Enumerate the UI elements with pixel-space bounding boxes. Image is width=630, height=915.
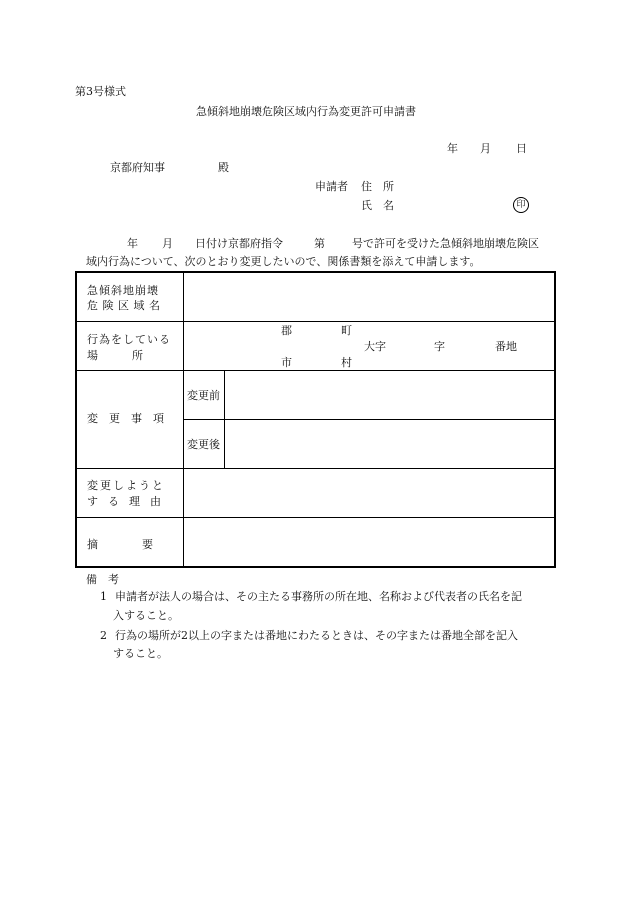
applicant-name-label: 氏 名 <box>361 199 394 212</box>
place-aza: 字 <box>434 340 445 353</box>
body-line1-rest: 号で許可を受けた急傾斜地崩壊危険区 <box>352 237 539 250</box>
body-dated: 日付け京都府指令 <box>195 237 283 250</box>
row-divider <box>183 419 554 420</box>
applicant-address-label: 住 所 <box>361 180 394 193</box>
row-divider <box>77 468 554 469</box>
area-label-1: 急傾斜地崩壊 <box>87 284 159 297</box>
note-1-num: 1 <box>100 590 107 603</box>
body-year: 年 <box>127 237 138 250</box>
reason-label-2: する理由 <box>87 495 171 508</box>
date-day: 日 <box>516 142 527 155</box>
row-divider <box>77 517 554 518</box>
row-divider <box>77 370 554 371</box>
place-mura: 村 <box>341 356 352 369</box>
page-title: 急傾斜地崩壊危険区域内行為変更許可申請書 <box>196 105 416 118</box>
reason-label-1: 変更しようと <box>87 479 165 492</box>
sub-label-divider <box>224 370 225 468</box>
applicant-label: 申請者 <box>315 180 348 193</box>
seal-mark: 印 <box>513 197 529 213</box>
date-year: 年 <box>447 142 458 155</box>
place-machi: 町 <box>341 324 352 337</box>
body-no-prefix: 第 <box>314 237 325 250</box>
note-2-line1: 行為の場所が2以上の字または番地にわたるときは、その字または番地全部を記入 <box>115 629 518 642</box>
before-label: 変更前 <box>187 389 220 402</box>
summary-label: 摘 要 <box>87 538 153 551</box>
area-label-2: 危険区域名 <box>87 299 165 312</box>
date-month: 月 <box>480 142 491 155</box>
row-divider <box>77 321 554 322</box>
notes-heading: 備 考 <box>86 573 119 586</box>
addressee-name: 京都府知事 <box>110 161 165 174</box>
place-oaza: 大字 <box>364 340 386 353</box>
note-2-num: 2 <box>100 629 107 642</box>
body-line2: 域内行為について、次のとおり変更したいので、関係書類を添えて申請します。 <box>86 255 481 268</box>
note-2-line2: すること。 <box>113 647 168 660</box>
place-shi: 市 <box>281 356 292 369</box>
change-label: 変 更 事 項 <box>87 412 164 425</box>
note-1-line2: 入すること。 <box>113 609 179 622</box>
place-banchi: 番地 <box>495 340 517 353</box>
note-1-line1: 申請者が法人の場合は、その主たる事務所の所在地、名称および代表者の氏名を記 <box>115 590 522 603</box>
application-form-table <box>75 271 556 568</box>
place-label-1: 行為をしている <box>87 333 171 346</box>
place-gun: 郡 <box>281 324 292 337</box>
body-month: 月 <box>162 237 173 250</box>
form-number: 第3号様式 <box>75 85 126 98</box>
addressee-honorific: 殿 <box>218 161 229 174</box>
after-label: 変更後 <box>187 438 220 451</box>
place-label-2: 場 所 <box>87 349 147 362</box>
